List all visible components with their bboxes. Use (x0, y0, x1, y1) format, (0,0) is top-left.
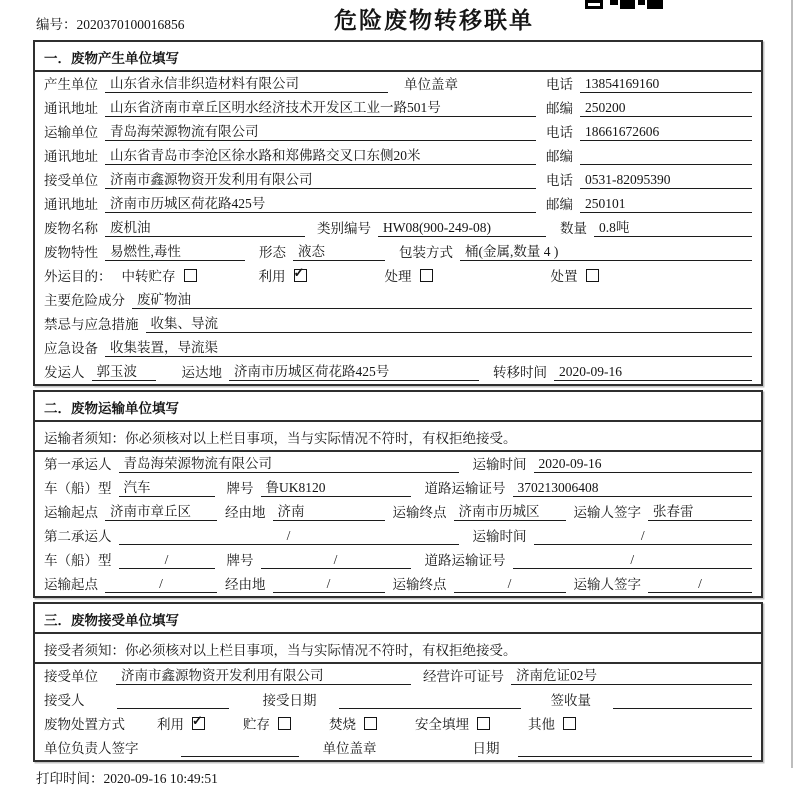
route2-via-value: / (273, 576, 385, 593)
accept-person-label: 接受人 (44, 693, 85, 708)
receiver-zip-label: 邮编 (546, 197, 573, 212)
transporter-address-label: 通讯地址 (44, 149, 98, 164)
signed-quantity-value (613, 692, 752, 709)
emergency-equipment-value: 收集装置，导流渠 (105, 336, 752, 357)
vehicle1-license-value: 370213006408 (513, 480, 753, 497)
serial-value: 2020370100016856 (76, 17, 185, 32)
qr-block (647, 0, 663, 9)
document-header (0, 0, 796, 40)
option-label: 中转贮存 (121, 269, 176, 284)
checkbox-disposal-utilize (192, 717, 205, 730)
row-waste-name (35, 216, 761, 240)
route2-sign-value: / (648, 576, 752, 593)
producer-value: 山东省永信非织造材料有限公司 (105, 72, 388, 93)
purpose-option-treat (385, 265, 433, 285)
row-producer-address (35, 96, 761, 120)
section-producer (33, 40, 763, 386)
checkbox-dispose (586, 269, 599, 282)
page-edge-line (791, 0, 793, 768)
option-label: 处理 (384, 269, 412, 284)
receiver-phone-value: 0531-82095390 (580, 172, 752, 189)
qr-code-fragment (585, 0, 663, 9)
print-time (36, 767, 796, 787)
route1-via-label: 经由地 (225, 505, 266, 520)
row-responsible-sign (35, 736, 761, 760)
vehicle2-plate-label: 牌号 (226, 553, 254, 568)
vehicle2-type-value: / (119, 552, 215, 569)
dispatcher-label: 发运人 (44, 365, 85, 380)
transporter-label: 运输单位 (44, 125, 98, 140)
carrier2-value: / (119, 528, 459, 545)
hazard-components-label: 主要危险成分 (44, 293, 125, 308)
disposal-method-label: 废物处置方式 (44, 717, 125, 732)
destination-label: 运达地 (181, 365, 222, 380)
purpose-option-utilize (259, 265, 307, 285)
receiver-label: 接受单位 (44, 173, 98, 188)
responsible-sign-value (181, 740, 299, 757)
transporter-phone-label: 电话 (546, 125, 573, 140)
transporter-value: 青岛海荣源物流有限公司 (105, 120, 536, 141)
waste-traits-value: 易燃性,毒性 (105, 240, 245, 261)
sign-date-value (518, 740, 753, 757)
route1-start-label: 运输起点 (44, 505, 98, 520)
accept-person-value (117, 692, 229, 709)
receiver-address-label: 通讯地址 (44, 197, 98, 212)
row-transporter-address (35, 144, 761, 168)
page-title: 危险废物转移联单 (334, 8, 534, 33)
qr-block (638, 0, 645, 5)
vehicle2-type-label: 车（船）型 (44, 553, 112, 568)
option-label: 处置 (550, 269, 578, 284)
vehicle1-plate-label: 牌号 (226, 481, 254, 496)
qr-block (620, 0, 635, 9)
row-receiver (35, 168, 761, 192)
option-label: 利用 (258, 269, 286, 284)
section-receiver (33, 602, 763, 762)
carrier1-time-label: 运输时间 (472, 457, 527, 472)
row-emergency-equipment (35, 336, 761, 360)
row-receiver-address (35, 192, 761, 216)
row-transfer-purpose (35, 264, 761, 288)
accept-unit-value: 济南市鑫源物资开发利用有限公司 (116, 664, 411, 685)
waste-category-label: 类别编号 (317, 221, 371, 236)
receiver-phone-label: 电话 (546, 173, 573, 188)
serial-number (36, 13, 185, 33)
purpose-option-dispose (551, 265, 599, 285)
route1-start-value: 济南市章丘区 (105, 500, 217, 521)
route2-end-label: 运输终点 (392, 577, 447, 592)
receiver-value: 济南市鑫源物资开发利用有限公司 (105, 168, 536, 189)
taboo-measures-label: 禁忌与应急措施 (44, 317, 139, 332)
route2-end-value: / (454, 576, 566, 593)
waste-traits-label: 废物特性 (44, 245, 98, 260)
packing-value: 桶(金属,数量 4 ) (460, 240, 752, 261)
option-label: 安全填埋 (415, 717, 469, 732)
vehicle1-type-label: 车（船）型 (44, 481, 112, 496)
accept-date-value (339, 692, 521, 709)
print-time-label: 打印时间： (36, 771, 104, 786)
checkbox-disposal-incinerate (364, 717, 377, 730)
disposal-option-incinerate (329, 713, 377, 733)
emergency-equipment-label: 应急设备 (44, 341, 98, 356)
checkbox-disposal-other (563, 717, 576, 730)
transfer-time-value: 2020-09-16 (554, 364, 752, 381)
carrier2-time-label: 运输时间 (472, 529, 527, 544)
transporter-phone-value: 18661672606 (580, 124, 752, 141)
waste-quantity-value: 0.8吨 (594, 216, 752, 237)
transporter-zip-label: 邮编 (546, 149, 573, 164)
row-route1 (35, 500, 761, 524)
row-hazard-components (35, 288, 761, 312)
disposal-option-landfill (415, 713, 490, 733)
dispatcher-value: 郭玉波 (92, 360, 156, 381)
receiver-address-value: 济南市历城区荷花路425号 (105, 192, 536, 213)
option-label: 贮存 (243, 717, 270, 732)
waste-form-label: 形态 (259, 245, 286, 260)
permit-label: 经营许可证号 (423, 669, 504, 684)
route2-sign-label: 运输人签字 (573, 577, 641, 592)
receiver-notice: 接受者须知：你必须核对以上栏目事项，当与实际情况不符时，有权拒绝接受。 (35, 634, 761, 664)
route1-end-label: 运输终点 (392, 505, 447, 520)
waste-name-value: 废机油 (105, 216, 305, 237)
transporter-notice: 运输者须知：你必须核对以上栏目事项，当与实际情况不符时，有权拒绝接受。 (35, 422, 761, 452)
transfer-time-label: 转移时间 (493, 365, 547, 380)
section-producer-title: 一．废物产生单位填写 (35, 42, 761, 72)
row-dispatch (35, 360, 761, 384)
section-receiver-title: 三．废物接受单位填写 (35, 604, 761, 634)
waste-name-label: 废物名称 (44, 221, 98, 236)
producer-label: 产生单位 (44, 77, 98, 92)
carrier1-value: 青岛海荣源物流有限公司 (119, 452, 459, 473)
accept-unit-label: 接受单位 (44, 669, 98, 684)
checkbox-disposal-storage (278, 717, 291, 730)
route1-via-value: 济南 (273, 500, 385, 521)
transporter-zip-value (580, 148, 752, 165)
disposal-option-storage (243, 713, 291, 733)
producer-address-value: 山东省济南市章丘区明水经济技术开发区工业一路501号 (105, 96, 536, 117)
disposal-option-utilize (157, 713, 205, 733)
row-waste-traits (35, 240, 761, 264)
row-accept-unit (35, 664, 761, 688)
carrier2-label: 第二承运人 (44, 529, 112, 544)
vehicle1-plate-value: 鲁UK8120 (261, 476, 411, 497)
qr-block (610, 0, 618, 5)
signed-quantity-label: 签收量 (550, 693, 591, 708)
qr-block (585, 0, 603, 9)
section-transport-title: 二．废物运输单位填写 (35, 392, 761, 422)
row-vehicle2 (35, 548, 761, 572)
unit-seal-label: 单位盖章 (322, 741, 377, 756)
option-label: 利用 (157, 717, 184, 732)
destination-value: 济南市历城区荷花路425号 (229, 360, 479, 381)
route2-via-label: 经由地 (225, 577, 266, 592)
row-route2 (35, 572, 761, 596)
row-disposal-method (35, 712, 761, 736)
vehicle2-plate-value: / (261, 552, 411, 569)
permit-value: 济南危证02号 (511, 664, 752, 685)
carrier1-label: 第一承运人 (44, 457, 112, 472)
accept-date-label: 接受日期 (262, 693, 317, 708)
producer-zip-label: 邮编 (546, 101, 573, 116)
receiver-zip-value: 250101 (580, 196, 752, 213)
transporter-address-value: 山东省青岛市李沧区徐水路和郑佛路交叉口东侧20米 (105, 144, 536, 165)
row-carrier1 (35, 452, 761, 476)
transfer-purpose-label: 外运目的： (44, 269, 112, 284)
disposal-option-other (528, 713, 576, 733)
row-carrier2 (35, 524, 761, 548)
checkbox-treat (420, 269, 433, 282)
producer-phone-label: 电话 (546, 77, 573, 92)
route1-sign-label: 运输人签字 (573, 505, 641, 520)
row-transporter (35, 120, 761, 144)
carrier2-time-value: / (534, 528, 753, 545)
packing-label: 包装方式 (399, 245, 453, 260)
producer-zip-value: 250200 (580, 100, 752, 117)
route1-end-value: 济南市历城区 (454, 500, 566, 521)
route2-start-value: / (105, 576, 217, 593)
row-accept-person (35, 688, 761, 712)
waste-form-value: 液态 (293, 240, 385, 261)
route1-sign-value: 张春雷 (648, 500, 752, 521)
row-vehicle1 (35, 476, 761, 500)
waste-quantity-label: 数量 (560, 221, 587, 236)
option-label: 其他 (528, 717, 555, 732)
hazard-components-value: 废矿物油 (132, 288, 752, 309)
producer-address-label: 通讯地址 (44, 101, 98, 116)
purpose-option-transfer-storage (122, 265, 197, 285)
serial-label: 编号： (36, 17, 77, 32)
waste-category-value: HW08(900-249-08) (378, 220, 546, 237)
row-taboo-measures (35, 312, 761, 336)
route2-start-label: 运输起点 (44, 577, 98, 592)
carrier1-time-value: 2020-09-16 (534, 456, 753, 473)
vehicle2-license-value: / (513, 552, 753, 569)
vehicle2-license-label: 道路运输证号 (424, 553, 506, 568)
section-transport (33, 390, 763, 598)
checkbox-transfer-storage (184, 269, 197, 282)
seal-label: 单位盖章 (404, 77, 458, 92)
checkbox-disposal-landfill (477, 717, 490, 730)
vehicle1-license-label: 道路运输证号 (424, 481, 506, 496)
taboo-measures-value: 收集、导流 (146, 312, 753, 333)
responsible-sign-label: 单位负责人签字 (44, 741, 139, 756)
option-label: 焚烧 (329, 717, 356, 732)
print-time-value: 2020-09-16 10:49:51 (103, 771, 218, 786)
producer-phone-value: 13854169160 (580, 76, 752, 93)
checkbox-utilize (294, 269, 307, 282)
sign-date-label: 日期 (472, 741, 500, 756)
vehicle1-type-value: 汽车 (119, 476, 215, 497)
row-producer (35, 72, 761, 96)
